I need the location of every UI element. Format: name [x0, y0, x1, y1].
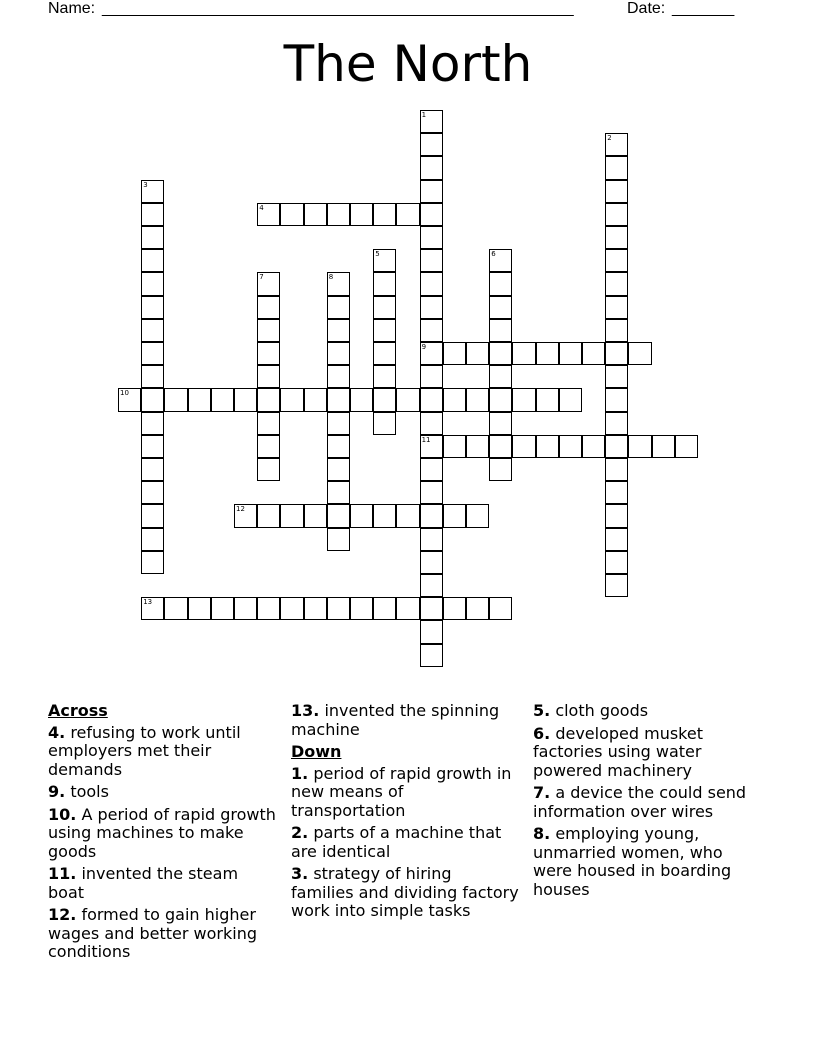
clue-number: 2 — [607, 134, 612, 143]
down-clue: 7. a device the could send information over wires — [533, 783, 747, 821]
crossword-cell[interactable] — [420, 365, 443, 388]
crossword-cell[interactable] — [257, 342, 280, 365]
crossword-cell[interactable] — [327, 319, 350, 342]
crossword-cell[interactable] — [211, 597, 234, 620]
crossword-cell[interactable] — [420, 504, 443, 527]
crossword-cell[interactable] — [373, 249, 396, 272]
crossword-cell[interactable] — [257, 203, 280, 226]
crossword-cell[interactable] — [582, 435, 605, 458]
crossword-cell[interactable] — [257, 412, 280, 435]
name-field[interactable]: _____________________________________________________ — [102, 0, 574, 17]
crossword-cell[interactable] — [420, 574, 443, 597]
crossword-cell[interactable] — [257, 272, 280, 295]
clue-number: 4 — [259, 203, 264, 212]
crossword-cell[interactable] — [605, 388, 628, 411]
crossword-cell[interactable] — [420, 597, 443, 620]
crossword-cell[interactable] — [304, 203, 327, 226]
across-clue: 12. formed to gain higher wages and better working conditions — [48, 905, 258, 961]
crossword-cell[interactable] — [327, 296, 350, 319]
down-clue: 1. period of rapid growth in new means of transportation — [291, 763, 512, 820]
crossword-cell[interactable] — [420, 133, 443, 156]
across-clue: 4. refusing to work until employers met their demands — [48, 722, 241, 779]
crossword-cell[interactable] — [628, 342, 651, 365]
crossword-cell[interactable] — [141, 435, 164, 458]
clue-number: 5 — [375, 250, 380, 259]
across-clue: 13. invented the spinning machine — [291, 701, 500, 739]
down-clue: 8. employing young, unmarried women, who were housed in boarding houses — [533, 824, 732, 899]
crossword-cell[interactable] — [489, 342, 512, 365]
crossword-cell[interactable] — [605, 504, 628, 527]
crossword-cell[interactable] — [396, 597, 419, 620]
crossword-cell[interactable] — [420, 296, 443, 319]
crossword-cell[interactable] — [582, 342, 605, 365]
crossword-cell[interactable] — [536, 342, 559, 365]
crossword-cell[interactable] — [605, 203, 628, 226]
clue-number: 12 — [236, 505, 245, 514]
crossword-cell[interactable] — [420, 180, 443, 203]
crossword-cell[interactable] — [420, 412, 443, 435]
crossword-cell[interactable] — [373, 296, 396, 319]
crossword-cell[interactable] — [443, 342, 466, 365]
crossword-cell[interactable] — [257, 365, 280, 388]
crossword-cell[interactable] — [141, 319, 164, 342]
crossword-cell[interactable] — [373, 504, 396, 527]
crossword-cell[interactable] — [605, 156, 628, 179]
crossword-cell[interactable] — [605, 180, 628, 203]
crossword-cell[interactable] — [373, 342, 396, 365]
crossword-cell[interactable] — [512, 342, 535, 365]
crossword-cell[interactable] — [141, 458, 164, 481]
crossword-cell[interactable] — [257, 458, 280, 481]
crossword-cell[interactable] — [257, 435, 280, 458]
crossword-cell[interactable] — [327, 412, 350, 435]
crossword-cell[interactable] — [605, 551, 628, 574]
crossword-cell[interactable] — [327, 342, 350, 365]
crossword-cell[interactable] — [141, 180, 164, 203]
across-clue: 11. invented the steam boat — [48, 864, 239, 902]
crossword-cell[interactable] — [489, 597, 512, 620]
crossword-cell[interactable] — [141, 481, 164, 504]
crossword-cell[interactable] — [257, 388, 280, 411]
crossword-cell[interactable] — [489, 249, 512, 272]
crossword-cell[interactable] — [257, 504, 280, 527]
crossword-cell[interactable] — [628, 435, 651, 458]
down-clue: 3. strategy of hiring families and dividing factory work into simple tasks — [291, 864, 519, 920]
crossword-cell[interactable] — [373, 365, 396, 388]
crossword-cell[interactable] — [605, 296, 628, 319]
date-field[interactable]: _______ — [672, 0, 735, 17]
crossword-cell[interactable] — [141, 296, 164, 319]
crossword-cell[interactable] — [141, 272, 164, 295]
crossword-cell[interactable] — [234, 597, 257, 620]
crossword-cell[interactable] — [420, 481, 443, 504]
across-clue: 9. tools — [48, 782, 109, 801]
crossword-cell[interactable] — [559, 388, 582, 411]
crossword-cell[interactable] — [466, 342, 489, 365]
crossword-cell[interactable] — [280, 597, 303, 620]
clue-number: 10 — [120, 389, 129, 398]
crossword-cell[interactable] — [373, 319, 396, 342]
crossword-cell[interactable] — [466, 435, 489, 458]
crossword-cell[interactable] — [420, 156, 443, 179]
crossword-cell[interactable] — [652, 435, 675, 458]
crossword-cell[interactable] — [420, 551, 443, 574]
crossword-cell[interactable] — [489, 412, 512, 435]
crossword-cell[interactable] — [373, 203, 396, 226]
clue-number: 7 — [259, 273, 264, 282]
crossword-cell[interactable] — [327, 272, 350, 295]
crossword-cell[interactable] — [420, 272, 443, 295]
crossword-cell[interactable] — [605, 412, 628, 435]
date-label: Date: — [627, 0, 666, 17]
crossword-cell[interactable] — [141, 365, 164, 388]
crossword-cell[interactable] — [141, 342, 164, 365]
clue-number: 9 — [421, 343, 427, 351]
crossword-cell[interactable] — [420, 342, 443, 365]
crossword-cell[interactable] — [327, 458, 350, 481]
crossword-cell[interactable] — [164, 597, 187, 620]
crossword-cell[interactable] — [605, 458, 628, 481]
clue-number: 1 — [421, 111, 427, 119]
crossword-cell[interactable] — [396, 203, 419, 226]
crossword-cell[interactable] — [536, 388, 559, 411]
crossword-cell[interactable] — [512, 388, 535, 411]
down-clue: 6. developed musket factories using water powered machinery — [533, 723, 703, 780]
crossword-cell[interactable] — [327, 388, 350, 411]
crossword-cell[interactable] — [420, 319, 443, 342]
crossword-cell[interactable] — [373, 272, 396, 295]
across-clue: 10. A period of rapid growth using machines to make goods — [48, 804, 276, 861]
crossword-cell[interactable] — [420, 203, 443, 226]
crossword-cell[interactable] — [420, 458, 443, 481]
crossword-cell[interactable] — [605, 435, 628, 458]
crossword-cell[interactable] — [420, 435, 443, 458]
crossword-cell[interactable] — [420, 620, 443, 643]
crossword-cell[interactable] — [420, 644, 443, 667]
crossword-cell[interactable] — [304, 504, 327, 527]
crossword-cell[interactable] — [605, 319, 628, 342]
crossword-cell[interactable] — [141, 504, 164, 527]
crossword-cell[interactable] — [466, 388, 489, 411]
crossword-cell[interactable] — [164, 388, 187, 411]
crossword-cell[interactable] — [141, 203, 164, 226]
crossword-cell[interactable] — [327, 481, 350, 504]
crossword-cell[interactable] — [420, 528, 443, 551]
crossword-cell[interactable] — [489, 296, 512, 319]
clue-column-1 — [48, 702, 276, 966]
crossword-cell[interactable] — [327, 528, 350, 551]
crossword-cell[interactable] — [211, 388, 234, 411]
crossword-cell[interactable] — [141, 597, 164, 620]
crossword-cell[interactable] — [373, 412, 396, 435]
crossword-cell[interactable] — [350, 388, 373, 411]
crossword-cell[interactable] — [304, 388, 327, 411]
crossword-cell[interactable] — [141, 412, 164, 435]
crossword-cell[interactable] — [443, 597, 466, 620]
crossword-cell[interactable] — [675, 435, 698, 458]
crossword-cell[interactable] — [141, 388, 164, 411]
down-clue: 5. cloth goods — [533, 701, 649, 720]
crossword-cell[interactable] — [605, 528, 628, 551]
crossword-cell[interactable] — [257, 319, 280, 342]
crossword-cell[interactable] — [280, 203, 303, 226]
crossword-cell[interactable] — [605, 272, 628, 295]
crossword-cell[interactable] — [327, 504, 350, 527]
crossword-cell[interactable] — [234, 504, 257, 527]
crossword-cell[interactable] — [420, 226, 443, 249]
crossword-cell[interactable] — [605, 481, 628, 504]
clue-number: 13 — [143, 598, 153, 607]
crossword-cell[interactable] — [141, 528, 164, 551]
crossword-cell[interactable] — [512, 435, 535, 458]
clue-number: 6 — [491, 250, 496, 259]
crossword-cell[interactable] — [489, 272, 512, 295]
clue-column-3 — [533, 702, 761, 903]
crossword-cell[interactable] — [280, 504, 303, 527]
crossword-cell[interactable] — [396, 504, 419, 527]
crossword-cell[interactable] — [443, 435, 466, 458]
crossword-cell[interactable] — [327, 203, 350, 226]
clue-column-2 — [291, 702, 519, 925]
crossword-cell[interactable] — [141, 249, 164, 272]
crossword-cell[interactable] — [466, 504, 489, 527]
crossword-cell[interactable] — [141, 551, 164, 574]
crossword-cell[interactable] — [420, 249, 443, 272]
crossword-cell[interactable] — [280, 388, 303, 411]
crossword-cell[interactable] — [489, 458, 512, 481]
name-label: Name: — [48, 0, 96, 17]
crossword-cell[interactable] — [234, 388, 257, 411]
crossword-cell[interactable] — [489, 319, 512, 342]
crossword-cell[interactable] — [304, 597, 327, 620]
clue-number: 8 — [328, 273, 334, 282]
crossword-cell[interactable] — [605, 226, 628, 249]
crossword-cell[interactable] — [443, 504, 466, 527]
crossword-cell[interactable] — [118, 388, 141, 411]
crossword-cell[interactable] — [466, 597, 489, 620]
crossword-cell[interactable] — [188, 597, 211, 620]
clue-number: 11 — [421, 435, 431, 444]
crossword-cell[interactable] — [489, 435, 512, 458]
crossword-cell[interactable] — [420, 110, 443, 133]
crossword-cell[interactable] — [605, 133, 628, 156]
down-clue: 2. parts of a machine that are identical — [291, 823, 502, 861]
crossword-cell[interactable] — [420, 388, 443, 411]
crossword-cell[interactable] — [605, 574, 628, 597]
crossword-cell[interactable] — [188, 388, 211, 411]
crossword-cell[interactable] — [327, 597, 350, 620]
crossword-cell[interactable] — [605, 365, 628, 388]
crossword-cell[interactable] — [443, 388, 466, 411]
crossword-cell[interactable] — [396, 388, 419, 411]
crossword-cell[interactable] — [489, 365, 512, 388]
across-heading: Across — [48, 701, 108, 720]
crossword-cell[interactable] — [327, 365, 350, 388]
crossword-cell[interactable] — [373, 597, 396, 620]
crossword-cell[interactable] — [489, 388, 512, 411]
crossword-cell[interactable] — [257, 296, 280, 319]
down-heading: Down — [291, 742, 342, 761]
page-title: The North — [283, 35, 533, 93]
crossword-cell[interactable] — [605, 249, 628, 272]
clue-number: 3 — [143, 180, 148, 189]
crossword-cell[interactable] — [350, 203, 373, 226]
crossword-cell[interactable] — [350, 597, 373, 620]
crossword-cell[interactable] — [141, 226, 164, 249]
crossword-cell[interactable] — [559, 342, 582, 365]
crossword-cell[interactable] — [605, 342, 628, 365]
crossword-cell[interactable] — [257, 597, 280, 620]
crossword-cell[interactable] — [536, 435, 559, 458]
crossword-cell[interactable] — [559, 435, 582, 458]
crossword-cell[interactable] — [350, 504, 373, 527]
crossword-cell[interactable] — [373, 388, 396, 411]
crossword-cell[interactable] — [327, 435, 350, 458]
